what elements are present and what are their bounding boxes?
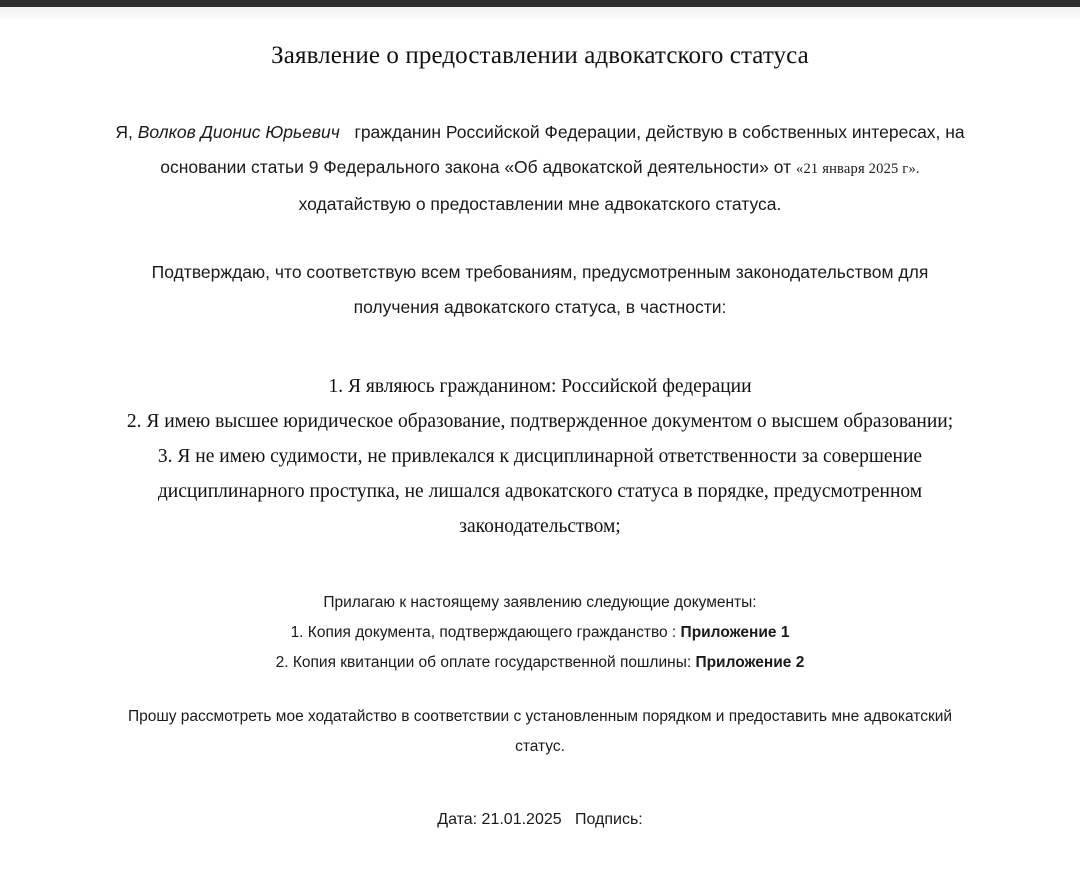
intro-line2: интересах, на основании статьи 9 Федерального закона «Об адвокатской деятельности» (160, 122, 965, 177)
requirement-item-2: 2. Я имею высшее юридическое образование, подтвержденное документом о высшем образовании; (126, 411, 954, 432)
intro-prefix: Я, (115, 122, 133, 142)
spacer (110, 544, 970, 588)
document-page (0, 21, 1080, 881)
intro-line1-tail: гражданин Российской Федерации, действую в собственных (354, 122, 847, 142)
signature-label[interactable]: Подпись: (574, 811, 643, 828)
intro-line3-tail: ходатайствую о предоставлении мне адвокатского статуса. (298, 194, 782, 214)
document-body (110, 21, 970, 834)
spacer (110, 71, 970, 115)
requirements-list (110, 369, 970, 544)
spacer (110, 222, 970, 255)
application-date-field[interactable]: «21 января 2025 г». (796, 161, 920, 177)
confirmation-line2: для получения адвокатского статуса, в частности: (353, 262, 929, 317)
spacer (110, 762, 970, 806)
window-chrome-bar (0, 0, 1080, 7)
closing-text: Прошу рассмотреть мое ходатайство в соответствии с установленным порядком и предоставить мне адвокатский статус. (127, 708, 953, 755)
intro-text (110, 115, 970, 222)
attachment-item-2 (114, 648, 966, 678)
intro-paragraph (110, 115, 970, 222)
attachment-item-1 (114, 618, 966, 648)
confirmation-line1: Подтверждаю, что соответствую всем требованиям, предусмотренным законодательством (151, 262, 894, 282)
attachment-item-2-ref[interactable]: Приложение 2 (695, 654, 805, 671)
confirmation-paragraph (110, 255, 970, 325)
intro-line3-prefix: от (773, 157, 792, 177)
page-title: Заявление о предоставлении адвокатского статуса (271, 42, 809, 69)
attachments-heading: Прилагаю к настоящему заявлению следующие документы: (323, 594, 757, 611)
attachments-section (110, 588, 970, 678)
attachment-item-2-text: 2. Копия квитанции об оплате государственной пошлины: (275, 654, 696, 671)
requirement-item-1: 1. Я являюсь гражданином: Российской федерации (328, 376, 752, 397)
page-top-fade (0, 7, 1080, 21)
signature-row (110, 806, 970, 834)
applicant-name-field[interactable]: Волков Дионис Юрьевич (137, 122, 340, 142)
spacer (110, 678, 970, 702)
attachment-item-1-text: 1. Копия документа, подтверждающего гражданство : (290, 624, 681, 641)
spacer (110, 325, 970, 369)
closing-paragraph (110, 702, 970, 762)
attachment-item-1-ref[interactable]: Приложение 1 (680, 624, 790, 641)
signature-date-label: Дата: 21.01.2025 (437, 811, 562, 828)
confirmation-text (110, 255, 970, 325)
requirement-item-3: 3. Я не имею судимости, не привлекался к дисциплинарной ответственности за совершение дисциплинарного проступка, не лишался адвокатского статуса в порядке, предусмотренном законодательством; (157, 446, 923, 537)
